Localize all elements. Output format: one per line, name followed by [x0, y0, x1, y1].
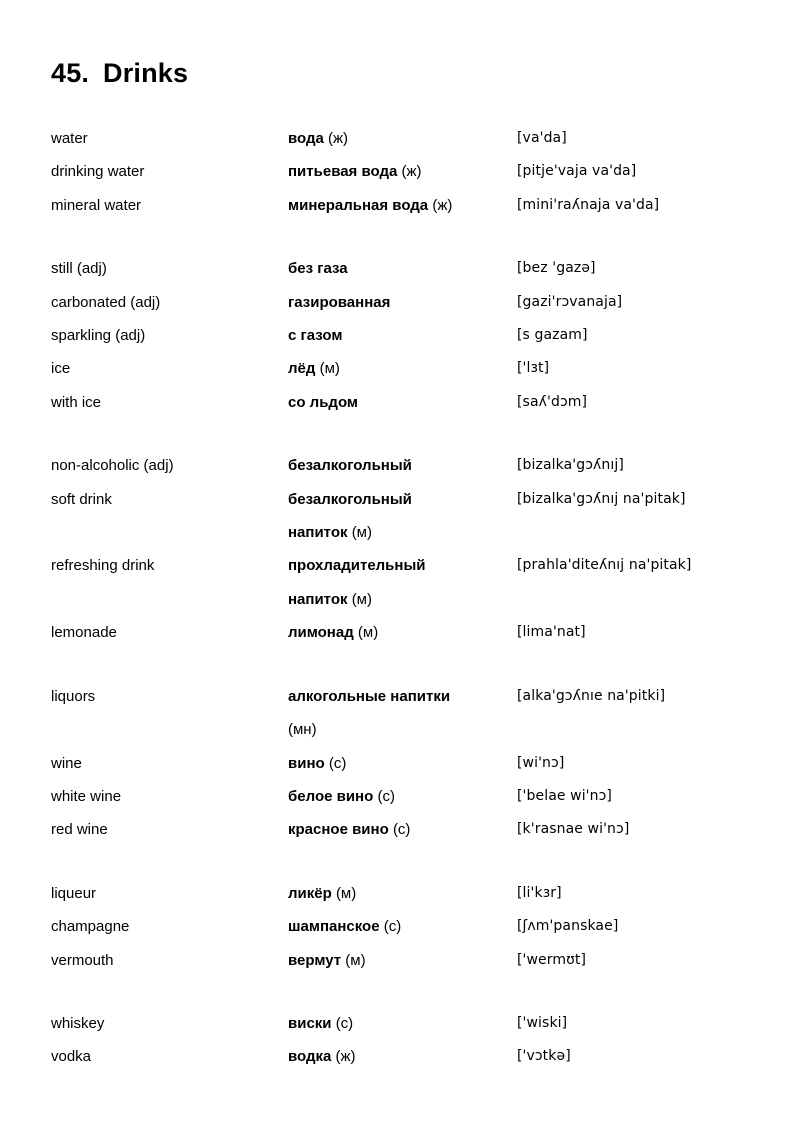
russian-line — [288, 483, 509, 516]
phonetic-transcription: [pitje'vaja va'da] — [517, 163, 637, 180]
vocab-row — [51, 352, 754, 385]
russian-word: шампанское — [288, 918, 380, 936]
russian-line — [288, 713, 509, 746]
vocab-row — [51, 319, 754, 352]
russian-line — [288, 1007, 509, 1040]
russian-word: ликёр — [288, 884, 332, 902]
phonetic-transcription: [prahla'diteʎnıj na'pitak] — [517, 557, 692, 574]
english-term: red wine — [51, 821, 108, 839]
russian-line — [288, 616, 509, 649]
russian-word: без газа — [288, 260, 348, 278]
russian-line — [288, 286, 509, 319]
english-term: white wine — [51, 787, 122, 805]
russian-term — [288, 483, 517, 550]
gender-marker: (м) — [319, 360, 340, 378]
russian-word: прохладительный — [288, 557, 426, 575]
vocab-group — [51, 252, 754, 419]
russian-term — [288, 944, 517, 977]
phonetic-transcription: ['vɔtkə] — [517, 1048, 571, 1065]
phonetic-transcription: [bez 'gazə] — [517, 260, 596, 277]
english-term: liqueur — [51, 884, 97, 902]
russian-line — [288, 877, 509, 910]
russian-term — [288, 155, 517, 188]
russian-word: алкогольные напитки — [288, 687, 451, 705]
russian-word: с газом — [288, 327, 343, 345]
russian-word: безалкогольный — [288, 490, 412, 508]
english-term: vodka — [51, 1048, 92, 1066]
vocab-group — [51, 449, 754, 649]
russian-line — [288, 516, 509, 549]
russian-term — [288, 319, 517, 352]
russian-word: газированная — [288, 293, 391, 311]
vocab-row — [51, 616, 754, 649]
russian-word: вермут — [288, 951, 342, 969]
phonetic-transcription: [mini'raʎnaja va'da] — [517, 196, 660, 213]
russian-word: безалкогольный — [288, 457, 412, 475]
gender-marker: (ж) — [328, 130, 349, 147]
vocab-row — [51, 944, 754, 977]
phonetic-transcription: ['wermʊt] — [517, 951, 587, 968]
vocabulary-table — [51, 122, 754, 1074]
english-term: vermouth — [51, 951, 114, 969]
russian-term — [288, 122, 517, 155]
russian-term — [288, 1040, 517, 1073]
russian-line — [288, 780, 509, 813]
vocab-row — [51, 483, 754, 550]
russian-word: напиток — [288, 590, 348, 608]
russian-term — [288, 780, 517, 813]
vocab-row — [51, 813, 754, 846]
russian-word: лимонад — [288, 624, 354, 642]
russian-word: минеральная вода — [288, 196, 429, 214]
russian-term — [288, 449, 517, 482]
russian-term — [288, 1007, 517, 1040]
vocab-group — [51, 122, 754, 222]
vocab-row — [51, 910, 754, 943]
vocab-row — [51, 680, 754, 747]
phonetic-transcription: [lima'nat] — [517, 624, 586, 641]
english-term: mineral water — [51, 196, 142, 214]
russian-line — [288, 319, 509, 352]
russian-word: виски — [288, 1014, 332, 1032]
vocab-row — [51, 122, 754, 155]
vocab-row — [51, 386, 754, 419]
english-term: water — [51, 130, 88, 147]
russian-term — [288, 189, 517, 222]
gender-marker: (ж) — [432, 196, 453, 214]
russian-term — [288, 813, 517, 846]
russian-word: водка — [288, 1048, 332, 1066]
phonetic-transcription: [bizalka'gɔʎnıj na'pitak] — [517, 490, 686, 507]
english-term: drinking water — [51, 163, 145, 181]
phonetic-transcription: ['wiski] — [517, 1014, 568, 1031]
russian-line — [288, 122, 509, 155]
vocab-row — [51, 189, 754, 222]
russian-word: со льдом — [288, 393, 359, 411]
russian-line — [288, 352, 509, 385]
phonetic-transcription: [bizalka'gɔʎnıj] — [517, 457, 624, 474]
vocab-row — [51, 780, 754, 813]
english-term: ice — [51, 360, 71, 378]
russian-word: напиток — [288, 524, 348, 542]
gender-marker: (м) — [345, 951, 366, 969]
gender-marker: (с) — [328, 754, 347, 772]
russian-line — [288, 1040, 509, 1073]
vocab-row — [51, 877, 754, 910]
phonetic-transcription: [wi'nɔ] — [517, 754, 565, 771]
vocab-group — [51, 680, 754, 847]
russian-line — [288, 386, 509, 419]
vocab-row — [51, 449, 754, 482]
vocab-group — [51, 877, 754, 977]
russian-line — [288, 449, 509, 482]
phonetic-transcription: [li'kɜr] — [517, 884, 562, 901]
phonetic-transcription: [alka'gɔʎnıe na'pitki] — [517, 687, 666, 704]
phonetic-transcription: [s gazam] — [517, 327, 588, 344]
english-term: carbonated (adj) — [51, 293, 161, 311]
english-term: whiskey — [51, 1014, 105, 1032]
russian-word: вода — [288, 130, 324, 147]
english-term: refreshing drink — [51, 557, 155, 575]
phonetic-transcription: [gazi'rɔvanaja] — [517, 293, 623, 310]
russian-word: лёд — [288, 360, 316, 378]
gender-marker: (м) — [351, 524, 372, 542]
russian-line — [288, 747, 509, 780]
russian-term — [288, 877, 517, 910]
gender-marker: (ж) — [401, 163, 422, 181]
russian-line — [288, 910, 509, 943]
section-number: 45. — [51, 58, 90, 88]
gender-marker: (м) — [351, 590, 372, 608]
vocab-row — [51, 747, 754, 780]
vocab-row — [51, 286, 754, 319]
phonetic-transcription: [k'rasnae wi'nɔ] — [517, 821, 630, 838]
english-term: soft drink — [51, 490, 112, 508]
english-term: champagne — [51, 918, 130, 936]
russian-line — [288, 252, 509, 285]
vocab-group — [51, 1007, 754, 1074]
russian-word: вино — [288, 754, 325, 772]
russian-term — [288, 252, 517, 285]
russian-word: красное вино — [288, 821, 389, 839]
vocab-row — [51, 252, 754, 285]
russian-line — [288, 583, 509, 616]
english-term: lemonade — [51, 624, 117, 642]
gender-marker: (с) — [383, 918, 402, 936]
russian-term — [288, 680, 517, 747]
english-term: wine — [51, 754, 82, 772]
english-term: with ice — [51, 393, 102, 411]
english-term: non-alcoholic (adj) — [51, 457, 174, 475]
gender-marker: (с) — [335, 1014, 354, 1032]
vocab-row — [51, 1040, 754, 1073]
phonetic-transcription: [ʃʌm'panskae] — [517, 918, 619, 935]
section-title-text: Drinks — [103, 58, 189, 88]
russian-line — [288, 813, 509, 846]
english-term: sparkling (adj) — [51, 327, 146, 345]
phonetic-transcription: [saʎ'dɔm] — [517, 393, 588, 410]
english-term: still (adj) — [51, 260, 107, 278]
phonetic-transcription: ['belae wi'nɔ] — [517, 787, 612, 804]
gender-marker: (м) — [335, 884, 357, 902]
phonetic-transcription: ['lɜt] — [517, 360, 550, 377]
russian-term — [288, 747, 517, 780]
russian-line — [288, 155, 509, 188]
gender-marker: (мн) — [288, 721, 317, 739]
russian-term — [288, 286, 517, 319]
phonetic-transcription: [va'da] — [517, 130, 567, 146]
russian-line — [288, 944, 509, 977]
gender-marker: (с) — [392, 821, 411, 839]
russian-line — [288, 549, 509, 582]
russian-term — [288, 616, 517, 649]
section-title — [51, 57, 754, 89]
vocab-row — [51, 1007, 754, 1040]
english-term: liquors — [51, 687, 96, 705]
gender-marker: (м) — [357, 624, 379, 642]
vocab-row — [51, 549, 754, 616]
gender-marker: (ж) — [335, 1048, 356, 1066]
russian-term — [288, 386, 517, 419]
russian-word: белое вино — [288, 787, 374, 805]
russian-line — [288, 189, 509, 222]
russian-term — [288, 352, 517, 385]
russian-word: питьевая вода — [288, 163, 398, 181]
gender-marker: (с) — [377, 787, 395, 805]
russian-term — [288, 910, 517, 943]
vocab-row — [51, 155, 754, 188]
russian-line — [288, 680, 509, 713]
russian-term — [288, 549, 517, 616]
